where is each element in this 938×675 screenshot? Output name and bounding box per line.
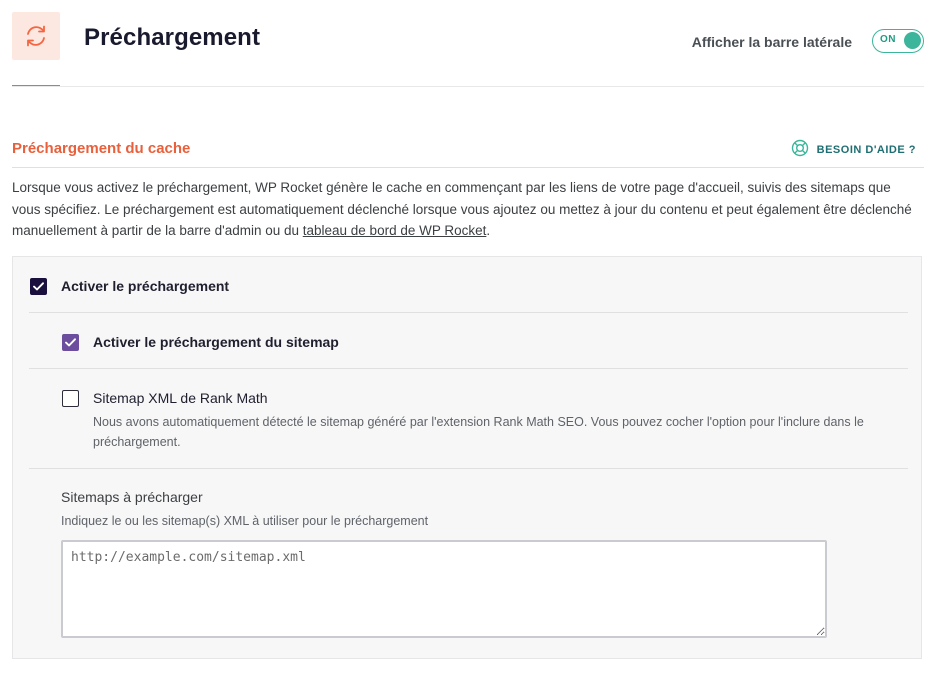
refresh-icon xyxy=(12,12,60,60)
lifebuoy-icon xyxy=(791,139,817,160)
rank-math-sitemap-checkbox[interactable] xyxy=(62,390,79,407)
description-text: Lorsque vous activez le préchargement, WP Rocket génère le cache en commençant par les liens de votre page d'accueil, suivis des sitemaps que vous spécifiez. Le préchargement est automatiquement déclenché lorsque vous ajoutez ou mettez à jour du contenu et peut également être déclenché manuellement à partir de la barre d'admin ou du xyxy=(12,180,912,238)
page-title: Préchargement xyxy=(84,24,261,51)
sidebar-toggle[interactable] xyxy=(872,29,924,53)
section-title: Préchargement du cache xyxy=(12,140,191,157)
row-divider xyxy=(29,368,908,369)
description-suffix: . xyxy=(486,223,491,238)
options-panel xyxy=(12,256,922,659)
check-icon xyxy=(65,338,76,347)
enable-sitemap-preload-checkbox[interactable] xyxy=(62,334,79,351)
rank-math-sitemap-help: Nous avons automatiquement détecté le sitemap généré par l'extension Rank Math SEO. Vous pouvez cocher l'option pour l'inclure dans le préchargement. xyxy=(93,415,864,449)
header-divider xyxy=(12,86,924,87)
rank-math-sitemap-label[interactable]: Sitemap XML de Rank Math xyxy=(93,390,268,406)
toggle-state-label: ON xyxy=(880,34,896,45)
check-icon xyxy=(33,282,44,291)
sitemaps-field-title: Sitemaps à précharger xyxy=(61,489,203,505)
row-divider xyxy=(29,468,908,469)
enable-sitemap-preload-label[interactable]: Activer le préchargement du sitemap xyxy=(93,334,339,350)
section-divider xyxy=(12,167,924,168)
toggle-knob xyxy=(904,32,921,49)
help-link-label: BESOIN D'AIDE ? xyxy=(816,143,916,156)
enable-preload-checkbox[interactable] xyxy=(30,278,47,295)
dashboard-link[interactable]: tableau de bord de WP Rocket xyxy=(302,223,487,238)
sidebar-toggle-label: Afficher la barre latérale xyxy=(691,34,852,50)
sitemaps-textarea[interactable] xyxy=(61,540,827,638)
section-description xyxy=(12,177,918,242)
row-divider xyxy=(29,312,908,313)
help-link[interactable] xyxy=(791,139,916,160)
enable-preload-label[interactable]: Activer le préchargement xyxy=(61,278,230,294)
page-header xyxy=(12,12,924,88)
sitemaps-field-help: Indiquez le ou les sitemap(s) XML à utiliser pour le préchargement xyxy=(61,514,429,528)
section-header xyxy=(12,132,924,168)
